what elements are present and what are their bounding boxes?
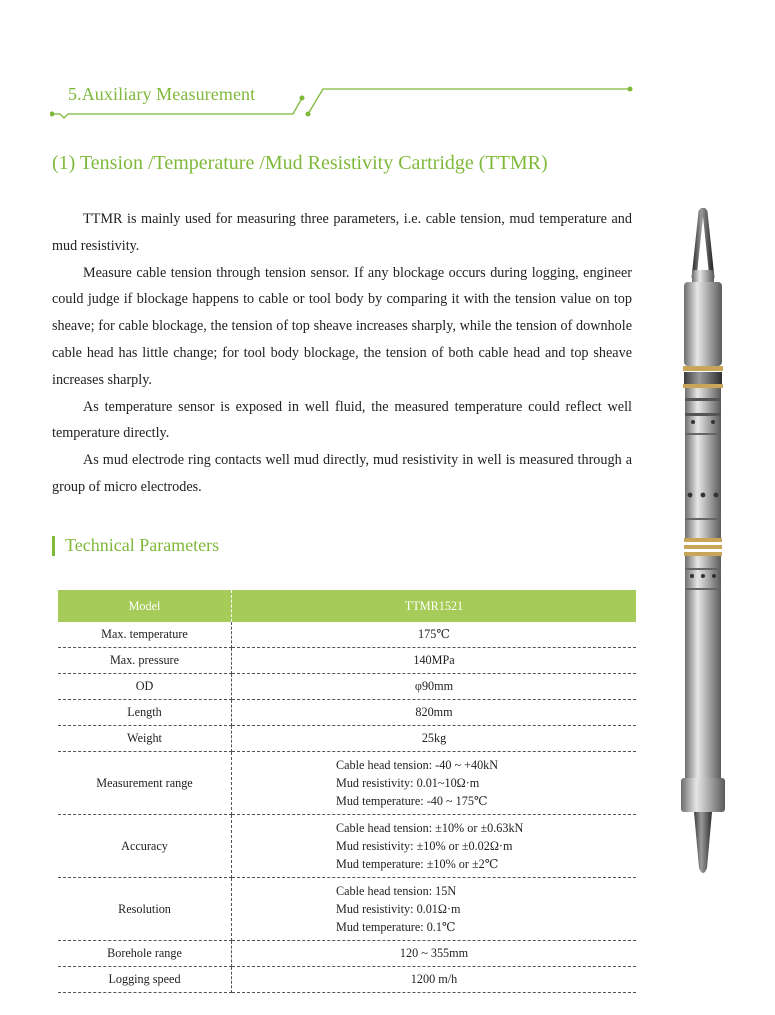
spec-label: Logging speed — [58, 967, 232, 993]
spec-value-line: Mud resistivity: 0.01~10Ω·m — [336, 776, 480, 790]
product-title: (1) Tension /Temperature /Mud Resistivity Cartridge (TTMR) — [52, 152, 548, 174]
spec-label: Length — [58, 700, 232, 726]
spec-value: φ90mm — [232, 674, 637, 700]
table-row — [58, 622, 636, 648]
spec-value-line: Mud temperature: ±10% or ±2℃ — [336, 857, 499, 871]
heading-bar-icon — [52, 536, 55, 556]
table-row — [58, 726, 636, 752]
section-heading: 5.Auxiliary Measurement — [68, 84, 256, 104]
table-row — [58, 648, 636, 674]
spec-label: Max. temperature — [58, 622, 232, 648]
spec-value: 820mm — [232, 700, 637, 726]
spec-value-line: Mud temperature: 0.1℃ — [336, 920, 456, 934]
table-row — [58, 674, 636, 700]
table-row — [58, 941, 636, 967]
spec-value-line: Mud resistivity: 0.01Ω·m — [336, 902, 461, 916]
spec-label: OD — [58, 674, 232, 700]
spec-value: 175℃ — [232, 622, 637, 648]
spec-label: Measurement range — [58, 752, 232, 815]
description-paragraph: As temperature sensor is exposed in well fluid, the measured temperature could reflect well temperature directly. — [52, 398, 632, 442]
tech-params-heading-text: Technical Parameters — [65, 535, 220, 555]
spec-header-row — [58, 590, 636, 622]
description-paragraph: As mud electrode ring contacts well mud directly, mud resistivity in well is measured through a group of micro electrodes. — [52, 452, 632, 495]
spec-label: Weight — [58, 726, 232, 752]
description — [52, 206, 632, 501]
spec-value — [232, 815, 637, 878]
spec-value-line: Cable head tension: 15N — [336, 884, 457, 898]
spec-value-line: Cable head tension: -40 ~ +40kN — [336, 758, 499, 772]
description-paragraph: Measure cable tension through tension sensor. If any blockage occurs during logging, engineer could judge if blockage happens to cable or tool body by comparing it with the tension value on top sheave; for cable blockage, the tension of top sheave increases sharply, while the tension of downhole cable head has little change; for tool body blockage, the tension of both cable head and top sheave increases sharply. — [52, 264, 632, 388]
spec-value — [232, 878, 637, 941]
spec-label: Borehole range — [58, 941, 232, 967]
spec-value: 1200 m/h — [232, 967, 637, 993]
spec-header-label: Model — [58, 590, 232, 622]
spec-header-value: TTMR1521 — [232, 590, 637, 622]
table-row — [58, 967, 636, 993]
table-row — [58, 700, 636, 726]
description-paragraph: TTMR is mainly used for measuring three parameters, i.e. cable tension, mud temperature and mud resistivity. — [52, 211, 632, 254]
table-row — [58, 752, 636, 815]
spec-table — [58, 590, 636, 993]
tech-params-heading — [52, 535, 219, 556]
spec-label: Accuracy — [58, 815, 232, 878]
spec-value: 25kg — [232, 726, 637, 752]
table-row — [58, 878, 636, 941]
spec-value-line: Mud temperature: -40 ~ 175℃ — [336, 794, 488, 808]
spec-value: 140MPa — [232, 648, 637, 674]
spec-value-line: Cable head tension: ±10% or ±0.63kN — [336, 821, 524, 835]
spec-value: 120 ~ 355mm — [232, 941, 637, 967]
spec-label: Resolution — [58, 878, 232, 941]
spec-value — [232, 752, 637, 815]
logging-tool-image — [672, 208, 732, 880]
spec-value-line: Mud resistivity: ±10% or ±0.02Ω·m — [336, 839, 513, 853]
spec-label: Max. pressure — [58, 648, 232, 674]
table-row — [58, 815, 636, 878]
